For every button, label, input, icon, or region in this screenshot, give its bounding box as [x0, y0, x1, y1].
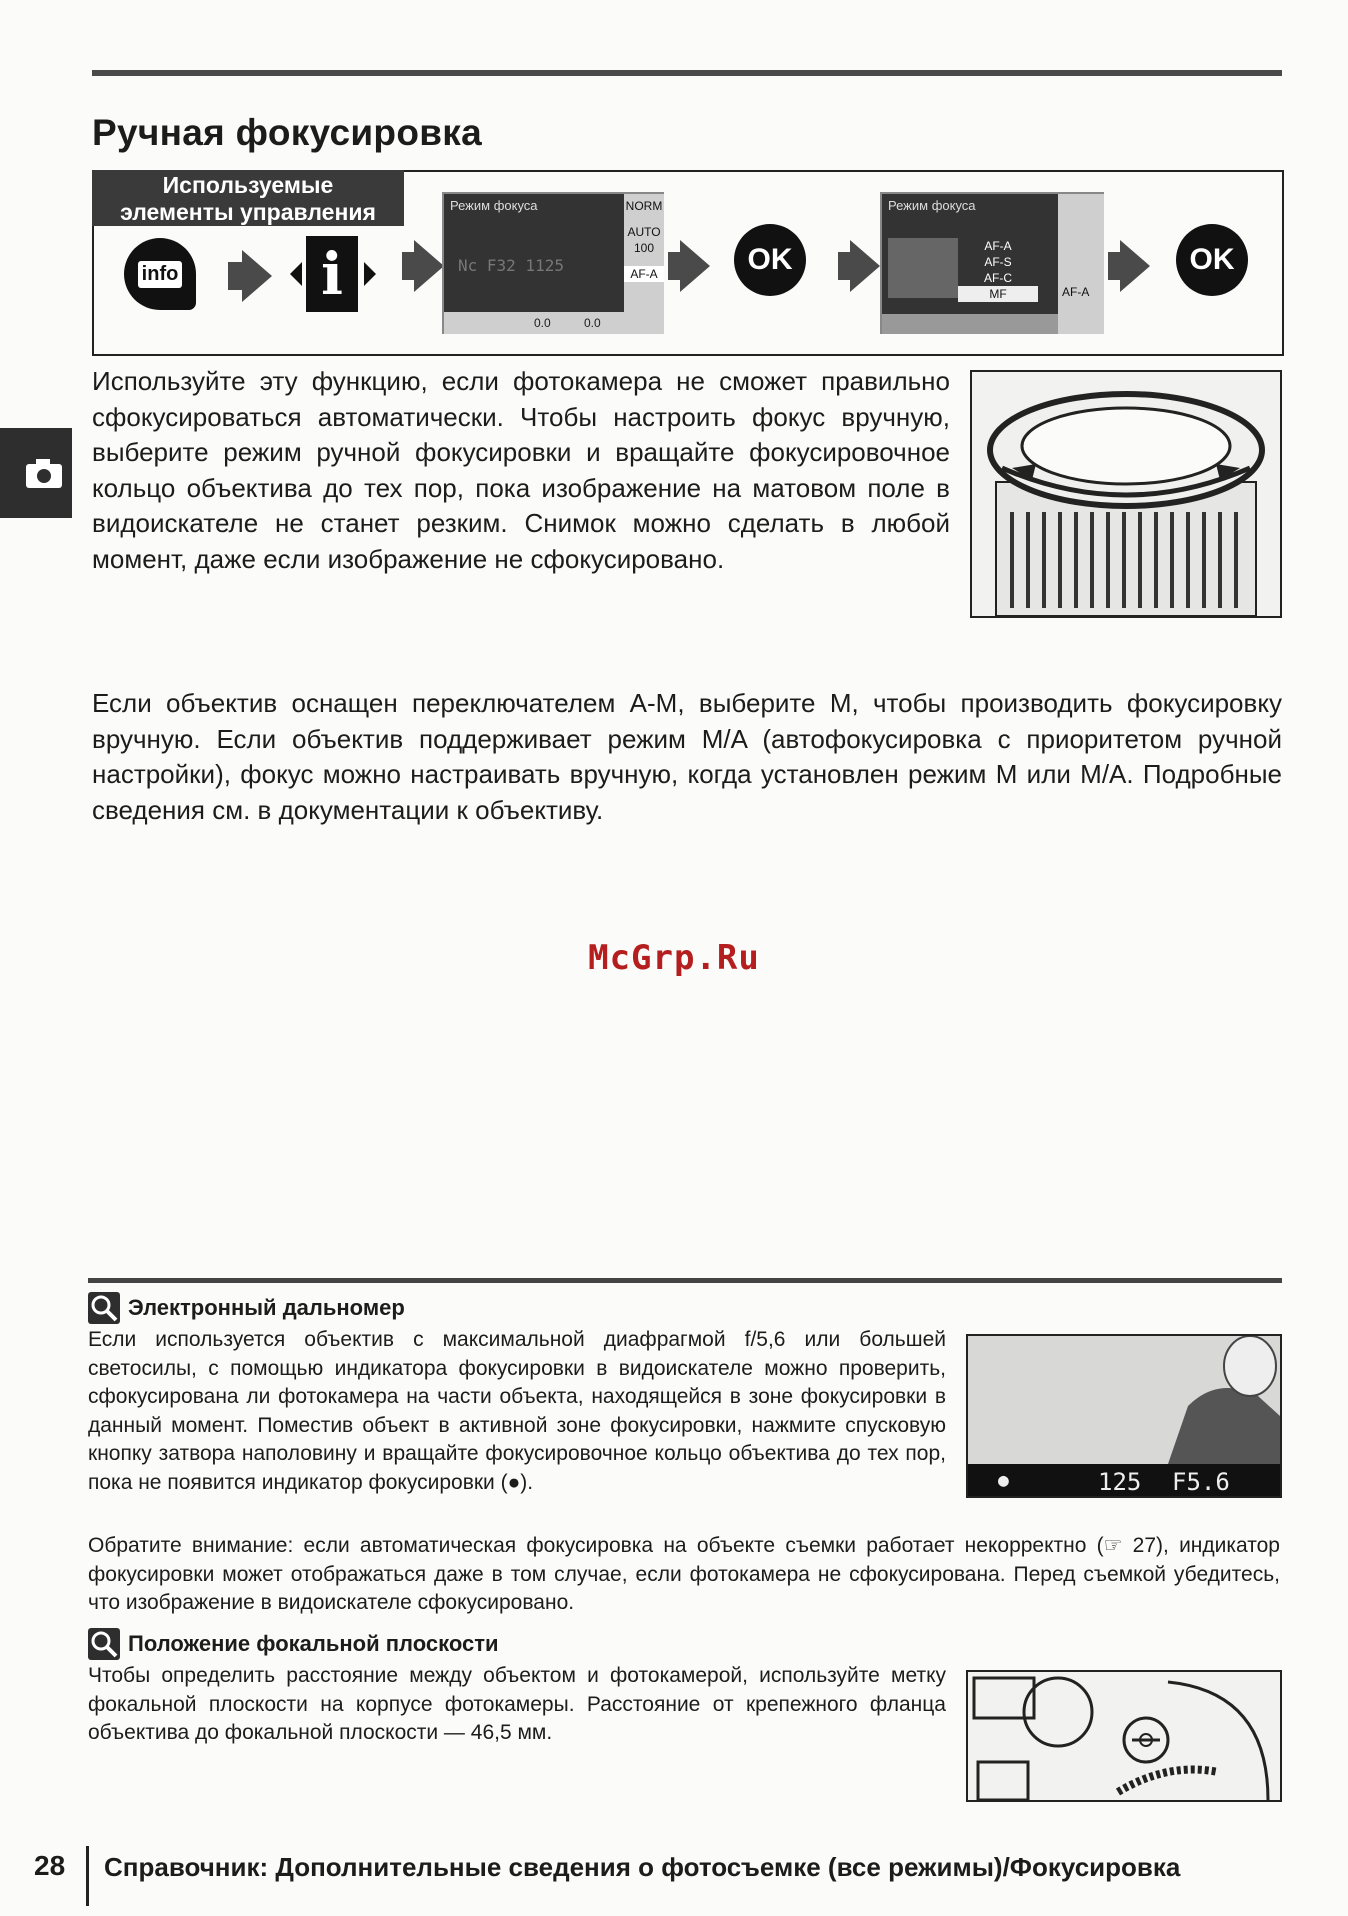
screen1-bottom-bar: [444, 312, 624, 334]
screen1-side-strip: [624, 194, 664, 334]
screen2-options: [958, 238, 1038, 302]
screen2-title: Режим фокуса: [888, 198, 976, 213]
info-button-label: info: [138, 261, 183, 288]
page-number: 28: [34, 1850, 66, 1881]
viewfinder-illustration: [966, 1334, 1282, 1498]
i-button-label: i: [320, 240, 344, 308]
note2-heading: [88, 1628, 499, 1660]
screen1-side-item: 100: [633, 241, 655, 255]
screen1-bottom-value: 0.0: [534, 316, 551, 330]
note2-text: Чтобы определить расстояние между объектом и фотокамерой, используйте метку фокальной плоскости на корпусе фотокамеры. Расстояние от крепежного фланца объектива до фокальной плоскости — 46,5 мм.: [88, 1664, 946, 1744]
note1-heading: [88, 1292, 405, 1324]
ok-button-2[interactable]: OK: [1176, 224, 1248, 296]
note-rule: [88, 1278, 1282, 1283]
controls-label-line1: Используемые: [162, 172, 334, 198]
note1-text-full: Обратите внимание: если автоматическая фокусировка на объекте съемки работает некорректно (☞ 27), индикатор фокусировки может отображаться даже в том случае, если фотокамера не сфокусирована. Перед съемкой убедитесь, что изображение в видоискателе сфокусировано.: [88, 1534, 1280, 1614]
arrow-1-tail: [228, 262, 242, 290]
arrow-2-icon: [414, 240, 444, 292]
controls-label: [92, 170, 404, 226]
screen1-bottom-value: 0.0: [584, 316, 601, 330]
i-button-box: [306, 236, 358, 312]
footer-divider: [86, 1846, 89, 1906]
screen1-title: Режим фокуса: [450, 198, 538, 213]
focus-option-mf[interactable]: MF: [958, 286, 1038, 302]
magnifier-note-icon: [88, 1628, 120, 1660]
focal-plane-illustration: [966, 1670, 1282, 1802]
lens-illustration: [970, 370, 1282, 618]
note1-text-side: Если используется объектив с максимальной диафрагмой f/5,6 или большей светосилы, с помощью индикатора фокусировки в видоискателе можно проверить, сфокусирована ли фотокамера на части объекта, находящейся в зоне фокусировки в данный момент. Поместив объект в активной зоне фокусировки, нажмите спусковую кнопку затвора наполовину и вращайте фокусировочное кольцо объектива до тех пор, пока не появится индикатор фокусировки (●).: [88, 1328, 946, 1494]
page-title: Ручная фокусировка: [92, 112, 482, 153]
lens-icon: [972, 372, 1280, 616]
magnifier-note-icon: [88, 1292, 120, 1324]
controls-label-line2: элементы управления: [120, 199, 376, 225]
focus-indicator-icon: ●: [998, 1470, 1009, 1491]
note2-title: Положение фокальной плоскости: [128, 1631, 499, 1656]
screen1-side-item: NORM: [625, 199, 663, 213]
screen-info-display: [442, 192, 664, 334]
screen-focus-mode-menu: [880, 192, 1104, 334]
screen1-side-item: AUTO: [627, 225, 661, 239]
viewfinder-info-bar: [968, 1464, 1280, 1498]
screen1-readout: Nc F32 1125: [458, 256, 564, 275]
screen2-bottom-bar: [882, 314, 1058, 334]
camera-top-icon: [968, 1672, 1280, 1800]
top-rule: [92, 70, 1282, 76]
focus-option-afa[interactable]: AF-A: [984, 239, 1012, 253]
arrow-1-icon: [242, 250, 272, 302]
screen2-side-value: AF-A: [1062, 285, 1090, 299]
viewfinder-scene-icon: [968, 1336, 1280, 1464]
ok-button-1[interactable]: OK: [734, 224, 806, 296]
camera-icon: [24, 456, 64, 490]
i-button[interactable]: [290, 236, 376, 312]
screen2-side-strip: [1058, 194, 1104, 334]
footer-section-title: Справочник: Дополнительные сведения о фотосъемке (все режимы)/Фокусировка: [104, 1852, 1181, 1882]
arrow-4-icon: [850, 240, 880, 292]
focus-option-afs[interactable]: AF-S: [984, 255, 1012, 269]
screen1-side-item: AF-A: [624, 266, 664, 282]
arrow-3-icon: [680, 240, 710, 292]
am-switch-paragraph: Если объектив оснащен переключателем A-M, выберите M, чтобы производить фокусировку вручную. Если объектив поддерживает режим M/A (автофокусировка с приоритетом ручной настройки), фокус можно настраивать вручную, когда установлен режим M или M/A. Подробные сведения см. в документации к объективу.: [92, 688, 1282, 825]
section-tab: [0, 428, 72, 518]
viewfinder-aperture: F5.6: [1172, 1468, 1230, 1496]
intro-paragraph: Используйте эту функцию, если фотокамера не сможет правильно сфокусироваться автоматически. Чтобы настроить фокус вручную, выберите режим ручной фокусировки и вращайте фокусировочное кольцо объектива до тех пор, пока изображение на матовом поле в видоискателе не станет резким. Снимок можно сделать в любой момент, даже если изображение не сфокусировано.: [92, 366, 950, 574]
left-triangle-icon: [290, 262, 302, 286]
right-triangle-icon: [364, 262, 376, 286]
screen2-image-area: [888, 238, 958, 298]
arrow-5-icon: [1120, 240, 1150, 292]
viewfinder-shutter: 125: [1098, 1468, 1142, 1496]
note1-title: Электронный дальномер: [128, 1295, 405, 1320]
focus-option-afc[interactable]: AF-C: [984, 271, 1012, 285]
info-button[interactable]: [124, 238, 196, 310]
watermark: McGrp.Ru: [588, 938, 760, 978]
